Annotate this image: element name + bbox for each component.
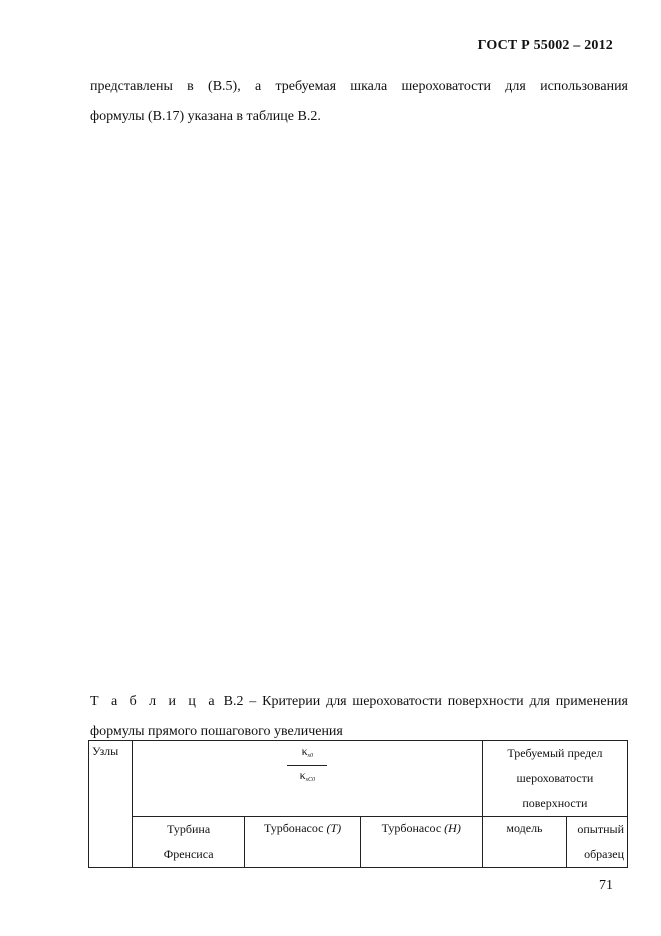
subheader-prototype: опытный образец: [567, 817, 628, 868]
subheader-model: модель: [482, 817, 566, 868]
table-header-row: [89, 741, 628, 817]
paragraph-line-1: представлены в (В.5), а требуемая шкала шероховатости для использования: [90, 79, 628, 94]
fraction-bar: [287, 765, 327, 766]
subheader-francis: Турбина Френсиса: [132, 817, 245, 868]
criteria-table: [88, 740, 628, 868]
caption-label: Т а б л и ц а: [90, 694, 218, 709]
caption-text: В.2 – Критерии для шероховатости поверхности для применения: [217, 694, 628, 709]
body-paragraph: [90, 72, 628, 132]
subheader-pump-t: Турбонасос (Т): [245, 817, 360, 868]
header-nodes: Узлы: [89, 741, 133, 868]
header-kappa-ratio: [132, 741, 482, 817]
paragraph-line-2: формулы (В.17) указана в таблице В.2.: [90, 109, 321, 124]
table-caption: [90, 687, 628, 747]
document-header: ГОСТ Р 55002 – 2012: [477, 38, 613, 53]
caption-line-2: формулы прямого пошагового увеличения: [90, 724, 343, 739]
caption-line-1: [90, 687, 628, 717]
subheader-pump-h: Турбонасос (Н): [360, 817, 482, 868]
table-subheader-row: [89, 817, 628, 868]
kappa-fraction: [133, 741, 482, 786]
fraction-denominator: $\kappa_{sC0}$: [299, 768, 315, 783]
fraction-numerator: $\kappa_{s0}$: [301, 744, 313, 759]
page-number: 71: [599, 878, 613, 893]
header-required-limit: Требуемый предел шероховатости поверхности: [482, 741, 627, 817]
